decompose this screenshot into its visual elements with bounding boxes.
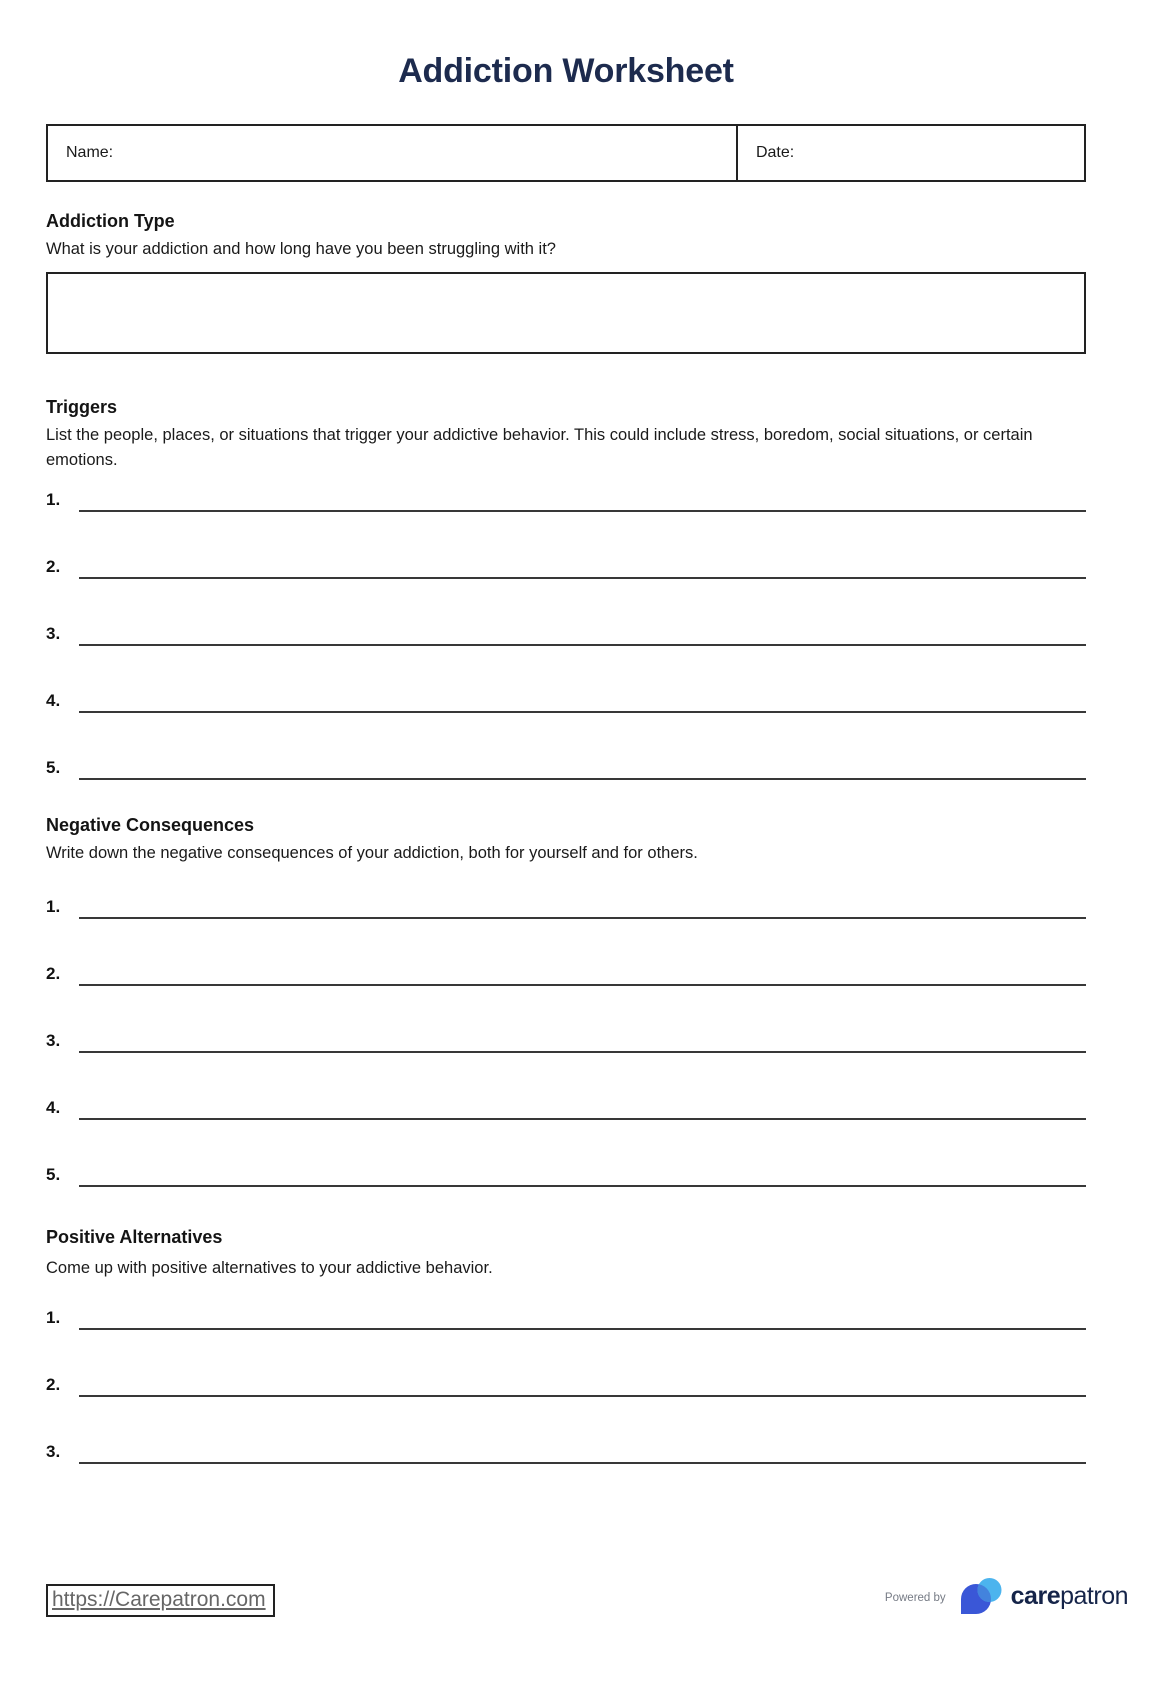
trigger-row-3 — [46, 624, 1086, 646]
triggers-heading: Triggers — [46, 397, 118, 417]
negative-consequence-number-2: 2. — [46, 964, 61, 983]
positive-alternatives-list — [46, 1308, 1086, 1464]
negative-consequence-number-4: 4. — [46, 1098, 61, 1117]
negative-consequence-number-3: 3. — [46, 1031, 61, 1050]
powered-by-group — [885, 1574, 1128, 1620]
trigger-row-1 — [46, 490, 1086, 512]
triggers-list — [46, 490, 1086, 780]
negative-consequences-description: Write down the negative consequences of your addiction, both for yourself and for others. — [46, 844, 698, 862]
date-label: Date: — [755, 144, 795, 161]
positive-alternative-answer-line-1[interactable] — [79, 1308, 1086, 1330]
negative-consequence-row-3 — [46, 1031, 1086, 1053]
name-field[interactable] — [48, 126, 738, 180]
addiction-type-answer-box[interactable] — [46, 272, 1086, 354]
section-negative-consequences — [46, 814, 1086, 1187]
section-triggers — [46, 396, 1086, 780]
negative-consequence-row-4 — [46, 1098, 1086, 1120]
carepatron-wordmark — [1010, 1581, 1128, 1610]
trigger-answer-line-2[interactable] — [79, 557, 1086, 579]
negative-consequence-answer-line-2[interactable] — [79, 964, 1086, 986]
brand-patron-text: patron — [1060, 1581, 1128, 1610]
trigger-row-2 — [46, 557, 1086, 579]
positive-alternative-number-2: 2. — [46, 1375, 61, 1394]
negative-consequence-row-1 — [46, 897, 1086, 919]
negative-consequence-answer-line-4[interactable] — [79, 1098, 1086, 1120]
addiction-type-heading: Addiction Type — [46, 211, 175, 231]
trigger-answer-line-5[interactable] — [79, 758, 1086, 780]
positive-alternative-answer-line-3[interactable] — [79, 1442, 1086, 1464]
triggers-description: List the people, places, or situations that trigger your addictive behavior. This could include stress, boredom, social situations, or certain emotions. — [46, 426, 1033, 469]
trigger-row-4 — [46, 691, 1086, 713]
powered-by-label: Powered by — [884, 1592, 946, 1604]
trigger-number-1: 1. — [46, 490, 61, 509]
section-positive-alternatives — [46, 1226, 1086, 1464]
positive-alternatives-description: Come up with positive alternatives to your addictive behavior. — [46, 1259, 493, 1277]
date-field[interactable] — [738, 126, 1084, 180]
positive-alternative-number-1: 1. — [46, 1308, 61, 1327]
negative-consequence-row-2 — [46, 964, 1086, 986]
positive-alternative-row-3 — [46, 1442, 1086, 1464]
carepatron-logo-icon — [957, 1576, 1005, 1618]
addiction-type-description: What is your addiction and how long have you been struggling with it? — [46, 240, 556, 258]
trigger-number-3: 3. — [46, 624, 61, 643]
trigger-number-4: 4. — [46, 691, 61, 710]
name-label: Name: — [66, 144, 114, 161]
negative-consequences-heading: Negative Consequences — [46, 815, 255, 835]
page-title: Addiction Worksheet — [398, 52, 734, 90]
trigger-answer-line-3[interactable] — [79, 624, 1086, 646]
section-addiction-type — [46, 210, 1086, 354]
positive-alternatives-heading: Positive Alternatives — [46, 1227, 223, 1247]
trigger-number-5: 5. — [46, 758, 61, 777]
trigger-row-5 — [46, 758, 1086, 780]
patient-info-table — [46, 124, 1086, 182]
worksheet-page — [46, 52, 1086, 1464]
negative-consequence-number-1: 1. — [46, 897, 61, 916]
negative-consequence-answer-line-1[interactable] — [79, 897, 1086, 919]
negative-consequence-number-5: 5. — [46, 1165, 61, 1184]
positive-alternative-row-2 — [46, 1375, 1086, 1397]
brand-care-text: care — [1010, 1581, 1061, 1610]
positive-alternative-number-3: 3. — [46, 1442, 61, 1461]
positive-alternative-answer-line-2[interactable] — [79, 1375, 1086, 1397]
carepatron-website-link[interactable]: https://Carepatron.com — [46, 1584, 275, 1617]
trigger-answer-line-1[interactable] — [79, 490, 1086, 512]
negative-consequence-answer-line-5[interactable] — [79, 1165, 1086, 1187]
trigger-answer-line-4[interactable] — [79, 691, 1086, 713]
negative-consequence-answer-line-3[interactable] — [79, 1031, 1086, 1053]
negative-consequence-row-5 — [46, 1165, 1086, 1187]
trigger-number-2: 2. — [46, 557, 61, 576]
positive-alternative-row-1 — [46, 1308, 1086, 1330]
negative-consequences-list — [46, 897, 1086, 1187]
